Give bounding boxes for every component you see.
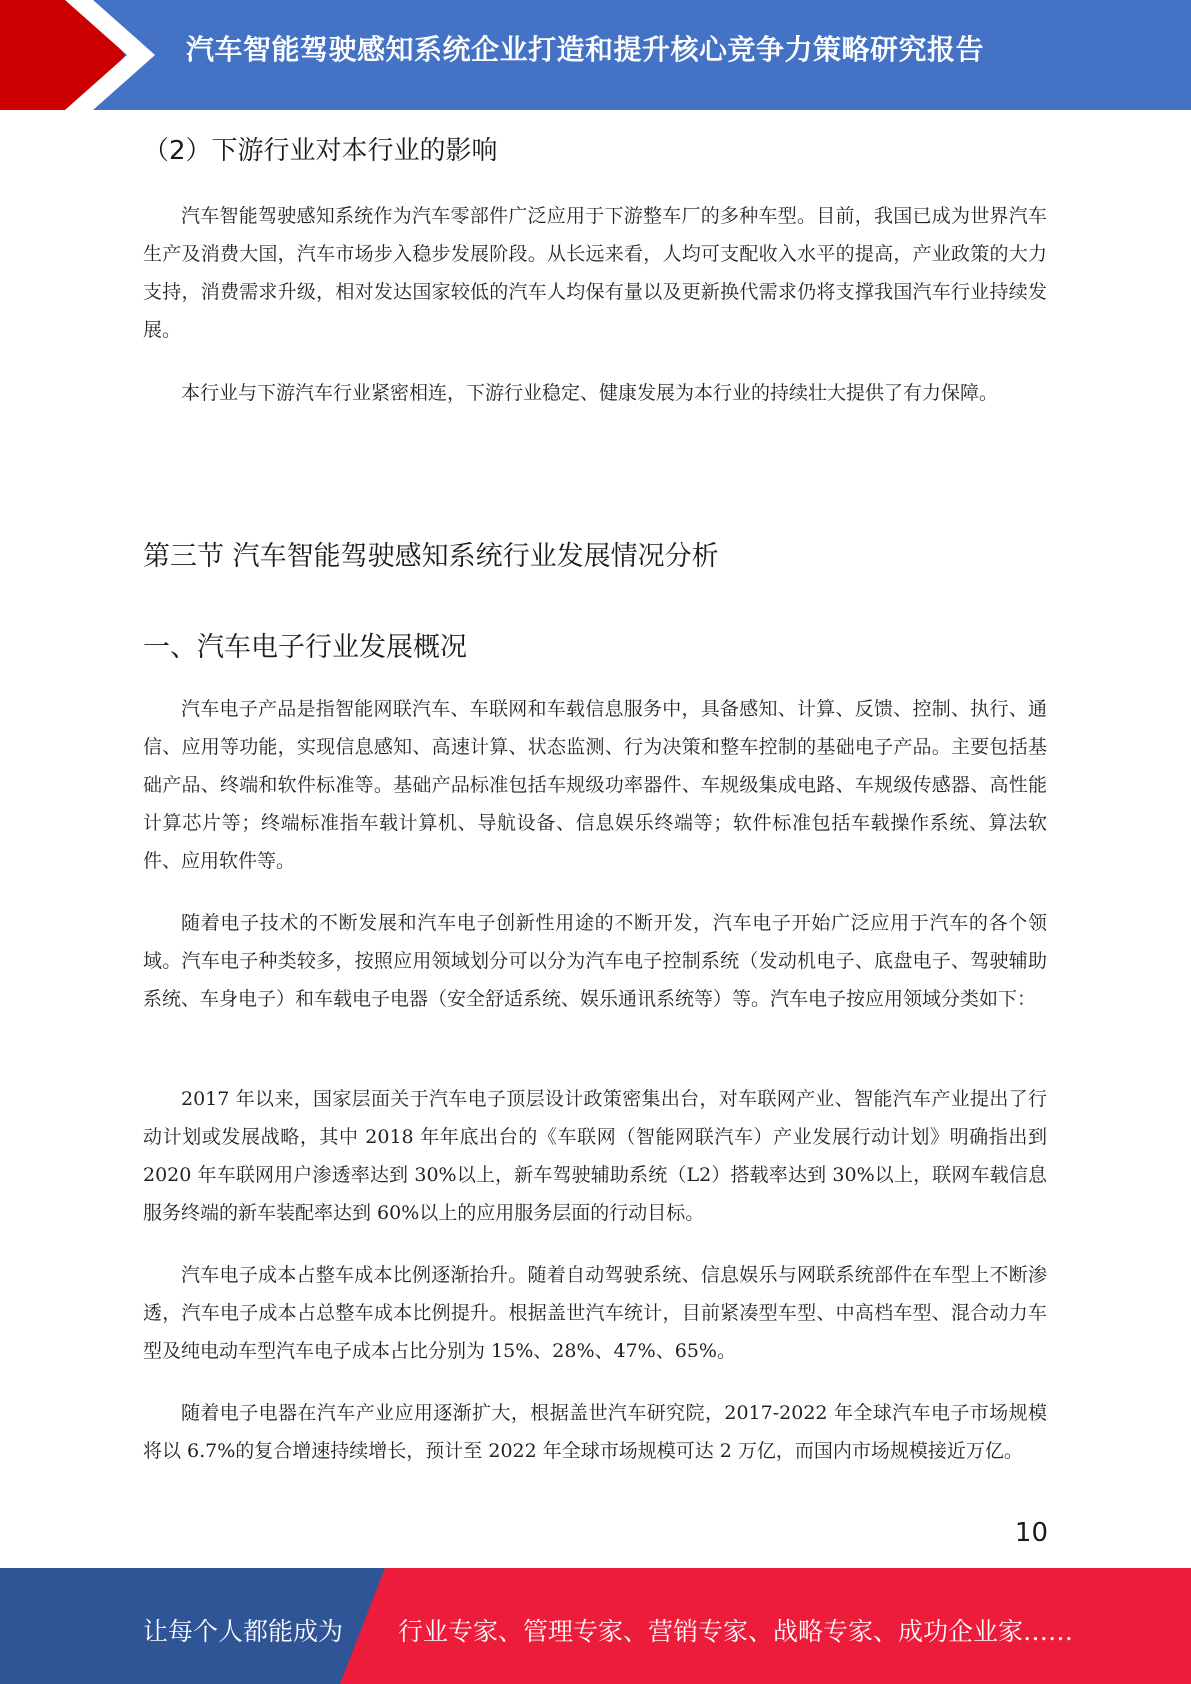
section-heading: 第三节 汽车智能驾驶感知系统行业发展情况分析 (143, 541, 719, 572)
page-footer (0, 1568, 1191, 1684)
footer-slogan-right: 行业专家、管理专家、营销专家、战略专家、成功企业家…… (398, 1617, 1074, 1646)
paragraph-2: 随着电子技术的不断发展和汽车电子创新性用途的不断开发，汽车电子开始广泛应用于汽车的各个领域。汽车电子种类较多，按照应用领域划分可以分为汽车电子控制系统（发动机电子、底盘电子、驾驶辅助系统、车身电子）和车载电子电器（安全舒适系统、娱乐通讯系统等）等。汽车电子按应用领域分类如下： (143, 912, 1047, 1010)
paragraph-1: 汽车电子产品是指智能网联汽车、车联网和车载信息服务中，具备感知、计算、反馈、控制、执行、通信、应用等功能，实现信息感知、高速计算、状态监测、行为决策和整车控制的基础电子产品。主要包括基础产品、终端和软件标准等。基础产品标准包括车规级功率器件、车规级集成电路、车规级传感器、高性能计算芯片等；终端标准指车载计算机、导航设备、信息娱乐终端等；软件标准包括车载操作系统、算法软件、应用软件等。 (143, 698, 1047, 872)
footer-slogan-left: 让每个人都能成为 (143, 1617, 344, 1646)
downstream-paragraph-2: 本行业与下游汽车行业紧密相连，下游行业稳定、健康发展为本行业的持续壮大提供了有力保障。 (181, 382, 999, 404)
paragraph-4: 汽车电子成本占整车成本比例逐渐抬升。随着自动驾驶系统、信息娱乐与网联系统部件在车型上不断渗透，汽车电子成本占总整车成本比例提升。根据盖世汽车统计，目前紧凑型车型、中高档车型、混合动力车型及纯电动车型汽车电子成本占比分别为 15%、28%、47%、65%。 (143, 1264, 1047, 1362)
paragraph-3: 2017 年以来，国家层面关于汽车电子顶层设计政策密集出台，对车联网产业、智能汽车产业提出了行动计划或发展战略，其中 2018 年年底出台的《车联网（智能网联汽车）产业发展行动计划》明确指出到 2020 年车联网用户渗透率达到 30%以上，新车驾驶辅助系统（L2）搭载率达到 30%以上，联网车载信息服务终端的新车装配率达到 60%以上的应用服务层面的行动目标。 (143, 1088, 1047, 1224)
subsection-heading: 一、汽车电子行业发展概况 (143, 632, 467, 663)
downstream-heading: （2）下游行业对本行业的影响 (143, 136, 498, 166)
page-number: 10 (1014, 1518, 1048, 1548)
downstream-paragraph-1: 汽车智能驾驶感知系统作为汽车零部件广泛应用于下游整车厂的多种车型。目前，我国已成为世界汽车生产及消费大国，汽车市场步入稳步发展阶段。从长远来看，人均可支配收入水平的提高，产业政策的大力支持，消费需求升级，相对发达国家较低的汽车人均保有量以及更新换代需求仍将支撑我国汽车行业持续发展。 (143, 205, 1047, 341)
page-header (0, 0, 1191, 110)
report-title: 汽车智能驾驶感知系统企业打造和提升核心竞争力策略研究报告 (186, 33, 985, 66)
paragraph-5: 随着电子电器在汽车产业应用逐渐扩大，根据盖世汽车研究院，2017-2022 年全球汽车电子市场规模将以 6.7%的复合增速持续增长，预计至 2022 年全球市场规模可达 2 万亿，而国内市场规模接近万亿。 (143, 1402, 1047, 1462)
